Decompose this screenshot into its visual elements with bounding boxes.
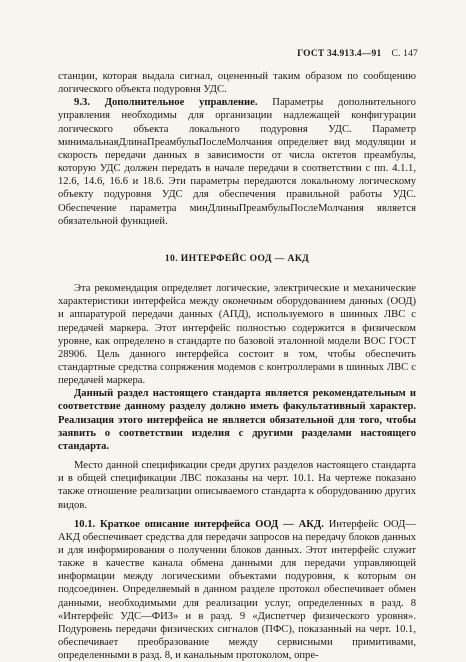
paragraph-placement: Место данной спецификации среди других разделов настоящего стандарта и в общей спецификации ЛВС показаны на черт. 10.1. На чертеже показано также отношение реализации описываемого стандарта к оборудованию других видов. bbox=[58, 460, 416, 511]
section-title: 10. ИНТЕРФЕЙС ООД — АКД bbox=[164, 252, 310, 264]
standard-number: ГОСТ 34.913.4—91 bbox=[297, 49, 382, 59]
paragraph-9-3-text: Параметры дополнительного управления необходимы для организации надлежащей конфигурации логического объекта локального подуровня УДС. Параметр минимальнаяДлинаПреамбулыПослеМолчания определяет вид модуляции и скорость передачи данных в зависимости от числа октетов преамбулы, которую УДС должен передать в начале передачи в соответствии с пп. 4.1.1, 12.6, 14.6, 16.6 и 18.6. Эти параметры передаются локальному логическому объекту подуровня УДС для обеспечения правильной работы УДС. Обеспечение параметра минДлиныПреамбулыПослеМолчания является обязательной функцией. bbox=[58, 97, 416, 227]
paragraph-10-1 bbox=[58, 518, 416, 662]
paragraph-10-1-heading: 10.1. Краткое описание интерфейса ООД — АКД. bbox=[74, 518, 324, 530]
document-body bbox=[58, 70, 416, 662]
paragraph-intro: Эта рекомендация определяет логические, электрические и механические характеристики интерфейса между оконечным оборудованием данных (ООД) и аппаратурой передачи данных (АПД), используемого в шинных ЛВС с передачей маркера. Этот интерфейс полностью содержится в физическом уровне, как определено в стандарте по базовой эталонной модели ВОС ГОСТ 28906. Цель данного интерфейса состоит в том, чтобы обеспечить стандартные средства сопряжения модемов с контроллерами в шинных ЛВС с передачей маркера. bbox=[58, 283, 416, 387]
paragraph-recommendation bbox=[58, 387, 416, 453]
paragraph-9-3-heading: 9.3. Дополнительное управление. bbox=[74, 97, 258, 109]
page-header bbox=[297, 49, 418, 59]
page-number: С. 147 bbox=[391, 49, 418, 59]
paragraph-recommendation-text: Данный раздел настоящего стандарта является рекомендательным и соответствие данному разделу должно иметь факультативный характер. Реализация этого интерфейса не является обязательной для того, чтобы заявить о соответствии изделия с другими разделами настоящего стандарта. bbox=[58, 388, 416, 452]
paragraph-continuation: станции, которая выдала сигнал, оцененный таким образом по сообщению логического объекта подуровня УДС. bbox=[58, 71, 416, 96]
paragraph-10-1-text: Интерфейс ООД—АКД обеспечивает средства для передачи запросов на передачу блоков данных и для информирования о получении блоков данных. Этот интерфейс служит также в качестве канала обмена данными для передачи управляющей информации между логическими объектами подуровня, к которым он подсоединен. Определяемый в данном разделе протокол обеспечивает обмен данными, необходимыми для реализации услуг, определенных в разд. 8 «Интерфейс УДС—ФИЗ» и в разд. 9 «Диспетчер физического уровня». Подуровень передачи физических сигналов (ПФС), показанный на черт. 10.1, обеспечивает преобразование между сервисными примитивами, определенными в разд. 8, и канальным протоколом, опре- bbox=[58, 518, 416, 662]
paragraph-9-3 bbox=[58, 96, 416, 228]
